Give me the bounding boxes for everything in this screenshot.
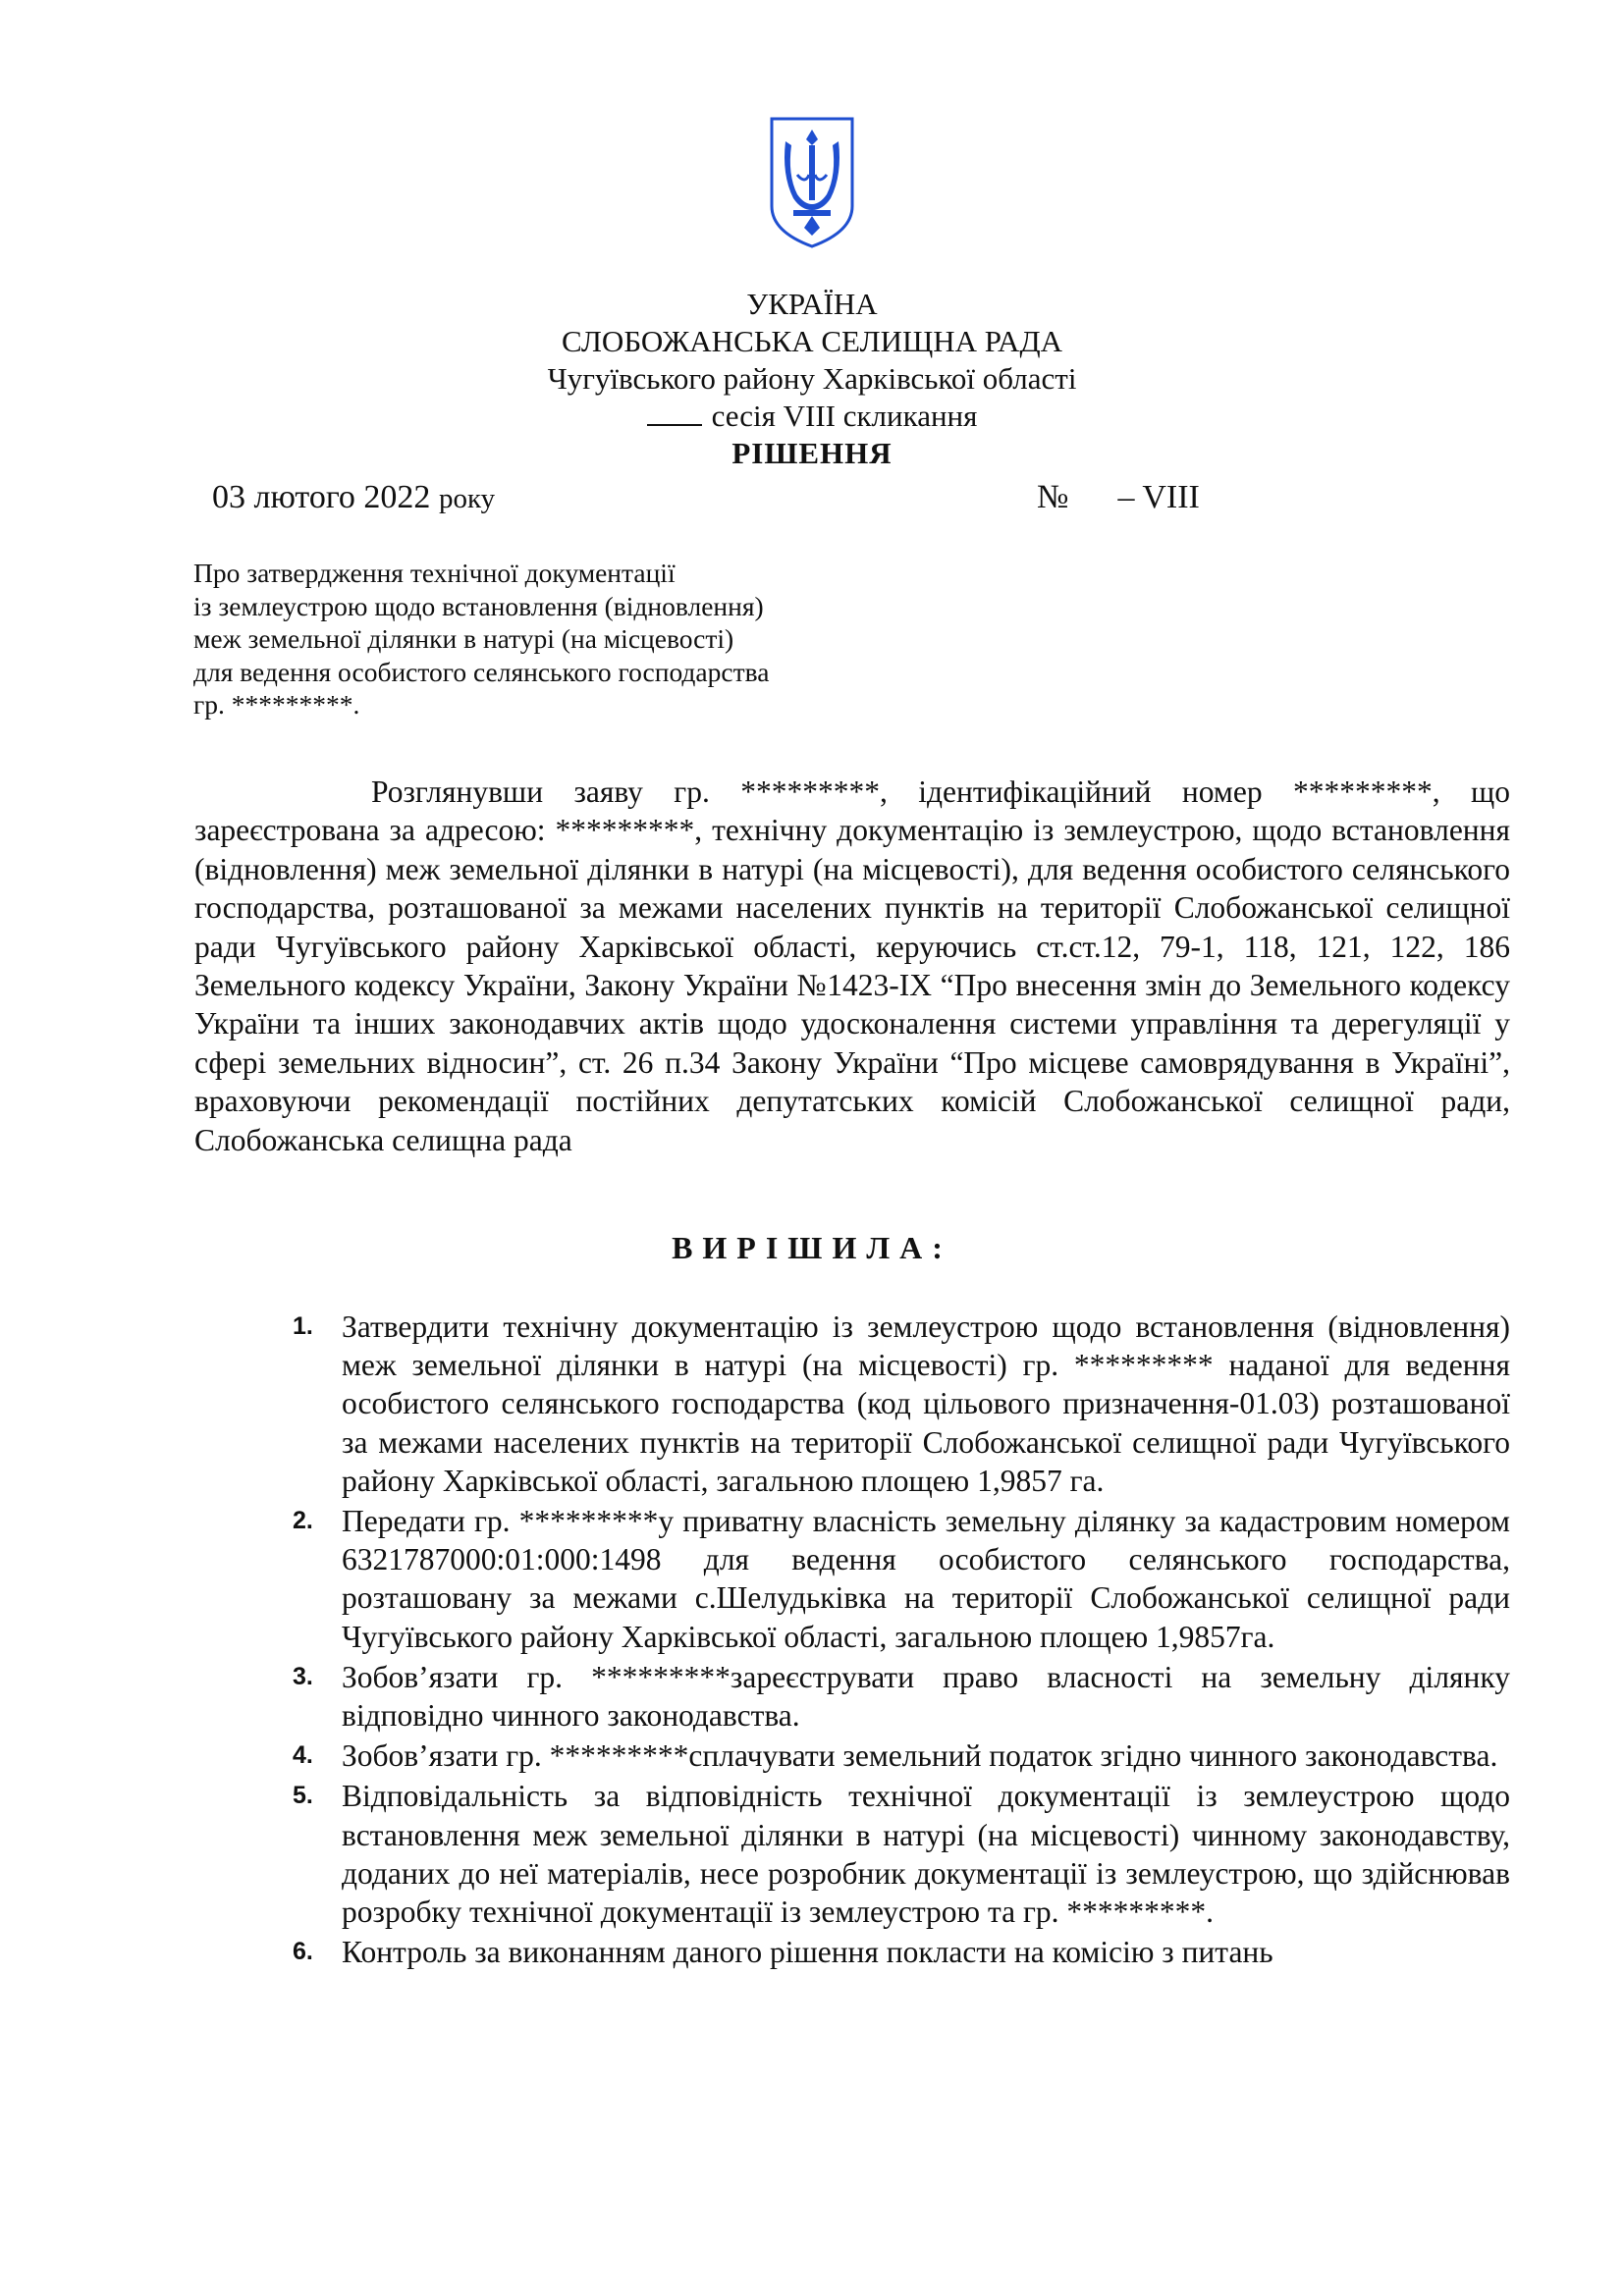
coat-of-arms-icon <box>768 116 856 249</box>
preamble <box>194 773 1510 1159</box>
subject-line: гр. *********. <box>193 689 360 720</box>
decision-date <box>212 479 495 516</box>
subject-line: для ведення особистого селянського господарства <box>193 656 770 687</box>
decision-item <box>293 1502 1510 1656</box>
item-text: Зобов’язати гр. *********зареєструвати право власності на земельну ділянку відповідно чинного законодавства. <box>342 1659 1510 1734</box>
decision-item <box>293 1933 1510 1971</box>
item-text: Зобов’язати гр. *********сплачувати земельний податок згідно чинного законодавства. <box>342 1738 1498 1774</box>
item-text: Передати гр. *********у приватну власність земельну ділянку за кадастровим номером 6321787000:01:000:1498 для ведення особистого селянського господарства, розташовану за межами с.Шелудьківка на території Слобожанської селищної ради Чугуївського району Харківської області, загальною площею 1,9857га. <box>342 1504 1510 1654</box>
decision-number <box>1037 479 1200 516</box>
header-district: Чугуївського району Харківської області <box>547 361 1077 396</box>
header-council: СЛОБОЖАНСЬКА СЕЛИЩНА РАДА <box>562 324 1062 358</box>
decision-item <box>293 1658 1510 1735</box>
item-text: Затвердити технічну документацію із землеустрою щодо встановлення (відновлення) меж земельної ділянки в натурі (на місцевості) гр. ********* наданої для ведення особистого селянського господарства (код цільового призначення-01.03) розташованої за межами населених пунктів на території Слобожанської селищної ради Чугуївського району Харківської області, загальною площею 1,9857 га. <box>342 1309 1510 1498</box>
decision-date-year-word: року <box>438 483 496 514</box>
header-country: УКРАЇНА <box>746 287 878 321</box>
decision-subject <box>193 557 940 721</box>
subject-line: меж земельної ділянки в натурі (на місцевості) <box>193 623 734 654</box>
session-label: сесія VIII скликання <box>711 399 978 433</box>
decision-items <box>293 1308 1510 1973</box>
number-value: – VIII <box>1117 479 1200 515</box>
item-number: 6. <box>293 1938 313 1966</box>
decision-date-value: 03 лютого 2022 <box>212 479 431 515</box>
decision-item <box>293 1308 1510 1500</box>
decided-heading: ВИРІШИЛА: <box>672 1230 952 1265</box>
item-text: Контроль за виконанням даного рішення покласти на комісію з питань <box>342 1935 1273 1970</box>
item-number: 4. <box>293 1741 313 1770</box>
subject-line: Про затвердження технічної документації <box>193 558 676 588</box>
item-number: 1. <box>293 1312 313 1340</box>
item-number: 3. <box>293 1662 313 1690</box>
item-number: 2. <box>293 1507 313 1535</box>
item-number: 5. <box>293 1782 313 1810</box>
decision-item <box>293 1777 1510 1931</box>
subject-line: із землеустрою щодо встановлення (відновлення) <box>193 590 764 621</box>
document-type-title: РІШЕННЯ <box>731 436 893 470</box>
number-sign: № <box>1037 479 1069 515</box>
item-text: Відповідальність за відповідність технічної документації із землеустрою щодо встановлення меж земельної ділянки в натурі (на місцевості) чинному законодавству, доданих до неї матеріалів, несе розробник документації із землеустрою, що здійснював розробку технічної документації із землеустрою та гр. *********. <box>342 1779 1510 1930</box>
preamble-paragraph: Розглянувши заяву гр. *********, ідентифікаційний номер *********, що зареєстрована за адресою: *********, технічну документацію із землеустрою, щодо встановлення (відновлення) меж земельної ділянки в натурі (на місцевості), для ведення особистого селянського господарства, розташованої за межами населених пунктів на території Слобожанської селищної ради Чугуївського району Харківської області, керуючись ст.ст.12, 79-1, 118, 121, 122, 186 Земельного кодексу України, Закону України №1423-ІХ “Про внесення змін до Земельного кодексу України та інших законодавчих актів щодо удосконалення системи управління та дерегуляції у сфері земельних відносин”, ст. 26 п.34 Закону України “Про місцеве самоврядування в Україні”, враховуючи рекомендації постійних депутатських комісій Слобожанської селищної ради, Слобожанська селищна рада <box>194 774 1510 1157</box>
session-number-blank <box>647 399 702 426</box>
decision-item <box>293 1736 1510 1775</box>
header-session <box>0 398 1624 435</box>
